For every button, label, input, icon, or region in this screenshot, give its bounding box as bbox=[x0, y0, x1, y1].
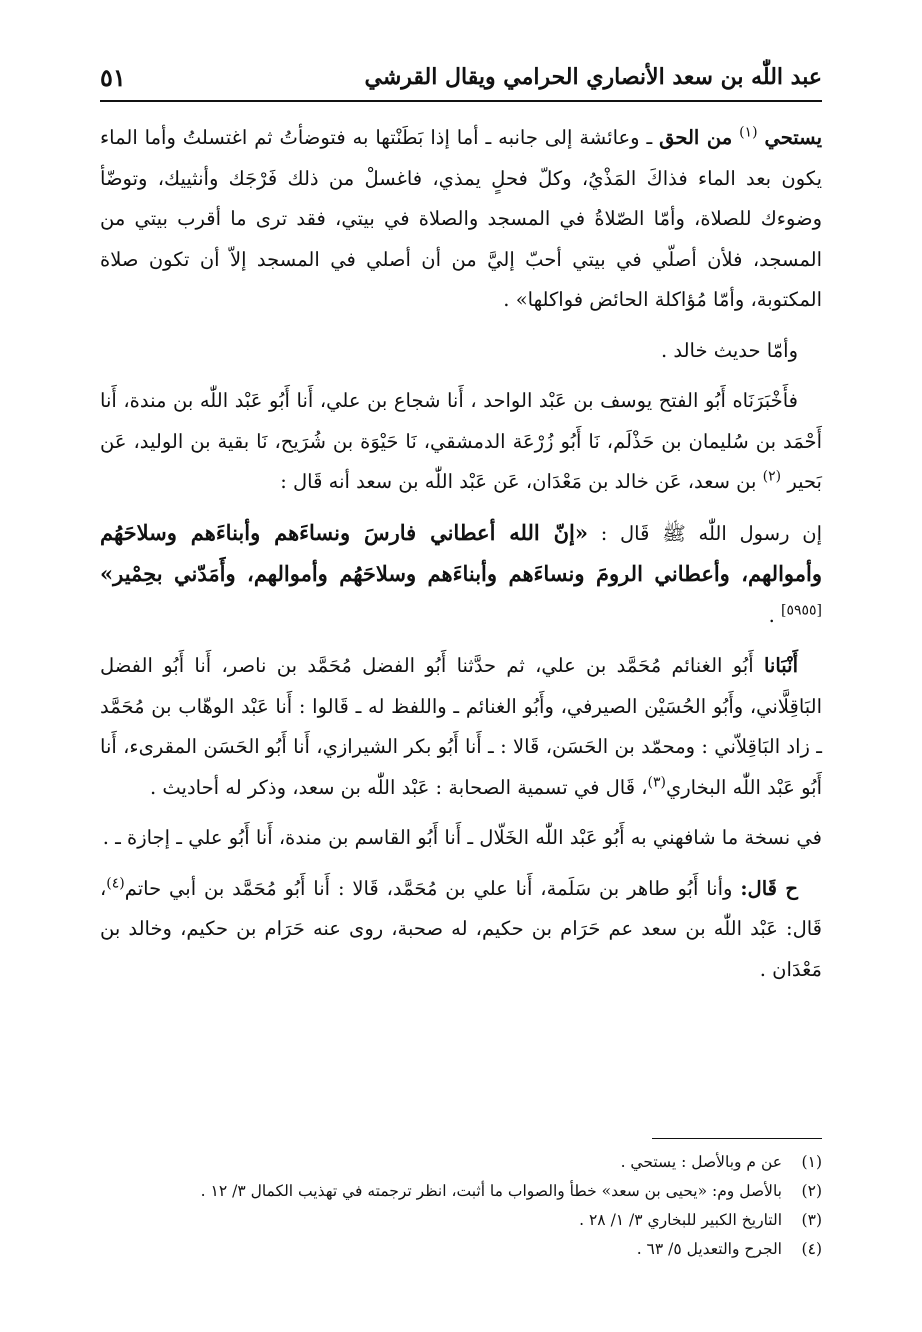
footnote-number: (٤) bbox=[801, 1240, 822, 1258]
paragraph-3 bbox=[100, 381, 822, 503]
footnote-3 bbox=[100, 1206, 822, 1235]
header-rule bbox=[100, 100, 822, 102]
lead-word: يستحي bbox=[764, 126, 823, 149]
footnote-number: (٣) bbox=[801, 1211, 822, 1229]
isnad-text-b: ، قَال: عَبْد اللّٰه بن سعد عم حَرَام بن حكيم، له صحبة، روى عنه حَرَام بن حكيم، وخالد بن مَعْدَان . bbox=[100, 876, 822, 981]
footnote-number: (١) bbox=[801, 1153, 822, 1171]
hadith-intro: إن رسول اللّٰه ﷺ قَال : bbox=[600, 521, 822, 545]
footnote-text: الجرح والتعديل ٥/ ٦٣ . bbox=[636, 1240, 782, 1258]
footnote-ref-3: (٣) bbox=[647, 774, 666, 790]
footnote-rule bbox=[652, 1138, 822, 1139]
main-text bbox=[100, 118, 822, 1000]
isnad-text-b: بن سعد، عَن خالد بن مَعْدَان، عَن عَبْد اللّٰه بن سعد أنه قَال : bbox=[280, 470, 757, 493]
paragraph-4 bbox=[100, 513, 822, 637]
lead-word: أَنْبَانا bbox=[763, 654, 798, 677]
page-number: ٥١ bbox=[100, 62, 126, 92]
footnote-number: (٢) bbox=[801, 1182, 822, 1200]
lead-word: ح قَال: bbox=[740, 876, 798, 900]
footnote-2 bbox=[100, 1177, 822, 1206]
footnote-ref-2: (٢) bbox=[762, 468, 782, 485]
isnad-text-b: ، قَال في تسمية الصحابة : عَبْد اللّٰه بن سعد، وذكر له أحاديث . bbox=[149, 775, 648, 799]
isnad-text-a: فأَخْبَرَنَاه أَبُو الفتح يوسف بن عَبْد الواحد ، أَنا شجاع بن علي، أَنا أَبُو عَبْد اللّٰه بن مندة، أَنا أَحْمَد بن سُليمان بن حَذْلَم، نَا أَبُو زُرْعَة الدمشقي، نَا حَيْوَة بن شُرَيح، نَا بقية بن الوليد، عَن بَحير bbox=[100, 389, 822, 493]
footnote-1 bbox=[100, 1148, 822, 1177]
footnote-text: التاريخ الكبير للبخاري ٣/ ١/ ٢٨ . bbox=[579, 1211, 782, 1229]
footnote-ref-4: (٤) bbox=[106, 875, 125, 891]
paragraph-6: في نسخة ما شافهني به أَبُو عَبْد اللّٰه الخَلّال ـ أَنا أَبُو القاسم بن مندة، أَنا أَبُو علي ـ إجازة ـ . bbox=[102, 826, 822, 849]
paragraph-7 bbox=[100, 869, 822, 991]
hadith-text: «إنّ الله أعطاني فارسَ ونساءَهم وأبناءَهم وسلاحَهُم وأموالهم، وأعطاني الرومَ ونساءَهم وأبناءَهم وسلاحَهُم وأموالهم، وأَمَدّني بحِمْير» bbox=[100, 519, 822, 586]
hadith-number: [٥٩٥٥] bbox=[780, 602, 822, 618]
bold-phrase: من الحق bbox=[659, 126, 733, 149]
paragraph-5 bbox=[100, 646, 822, 808]
hadith-end: . bbox=[768, 603, 775, 627]
footnote-ref-1: (١) bbox=[739, 124, 758, 141]
isnad-text-a: وأنا أَبُو طاهر بن سَلَمة، أَنا علي بن مُحَمَّد، قَالا : أَنا أَبُو مُحَمَّد بن أبي حاتم bbox=[124, 876, 733, 900]
footnotes bbox=[100, 1148, 822, 1264]
isnad-text-a: أَبُو الغنائم مُحَمَّد بن علي، ثم حدَّثنا أَبُو الفضل مُحَمَّد بن ناصر، أَنا أَبُو الفضل البَاقِلَّاني، وأَبُو الحُسَيْن الصيرفي، وأَبُو الغنائم ـ واللفظ له ـ قَالوا : أَنا عَبْد الوهّاب بن مُحَمَّد ـ زاد البَاقِلاّني : ومحمّد بن الحَسَن، قَالا : ـ أَنا أَبُو بكر الشيرازي، أَنا أَبُو الحَسَن المقرىء، أَنا أَبُو عَبْد اللّٰه البخاري bbox=[100, 654, 822, 799]
paragraph-text: ـ وعائشة إلى جانبه ـ أما إذا بَطَنْتها به فتوضأتُ ثم اغتسلتُ وأما الماء يكون بعد الماء فذاكَ المَذْيُ، وكلّ فحلٍ يمذي، فاغسلْ من ذلك فَرْجَك وأنثييك، وتوضّأ وضوءك للصلاة، وأمّا الصّلاةُ في المسجد والصلاة في بيتي، فقد ترى ما أقرب بيتي من المسجد، فلأن أصلّي في بيتي أحبّ إليَّ من أن أصلي في المسجد إلاّ أن تكون صلاة المكتوبة، وأمّا مُؤاكلة الحائض فواكلها» . bbox=[100, 126, 822, 311]
footnote-4 bbox=[100, 1235, 822, 1264]
footnote-text: عن م وبالأصل : يستحي . bbox=[620, 1153, 782, 1171]
page-header bbox=[100, 56, 822, 98]
paragraph-1 bbox=[100, 118, 822, 321]
running-title: عبد اللّٰه بن سعد الأنصاري الحرامي ويقال القرشي bbox=[364, 64, 822, 90]
paragraph-2: وأمّا حديث خالد . bbox=[660, 338, 798, 362]
footnote-text: بالأصل وم: «يحيى بن سعد» خطأ والصواب ما أثبت، انظر ترجمته في تهذيب الكمال ٣/ ١٢ . bbox=[200, 1182, 782, 1200]
